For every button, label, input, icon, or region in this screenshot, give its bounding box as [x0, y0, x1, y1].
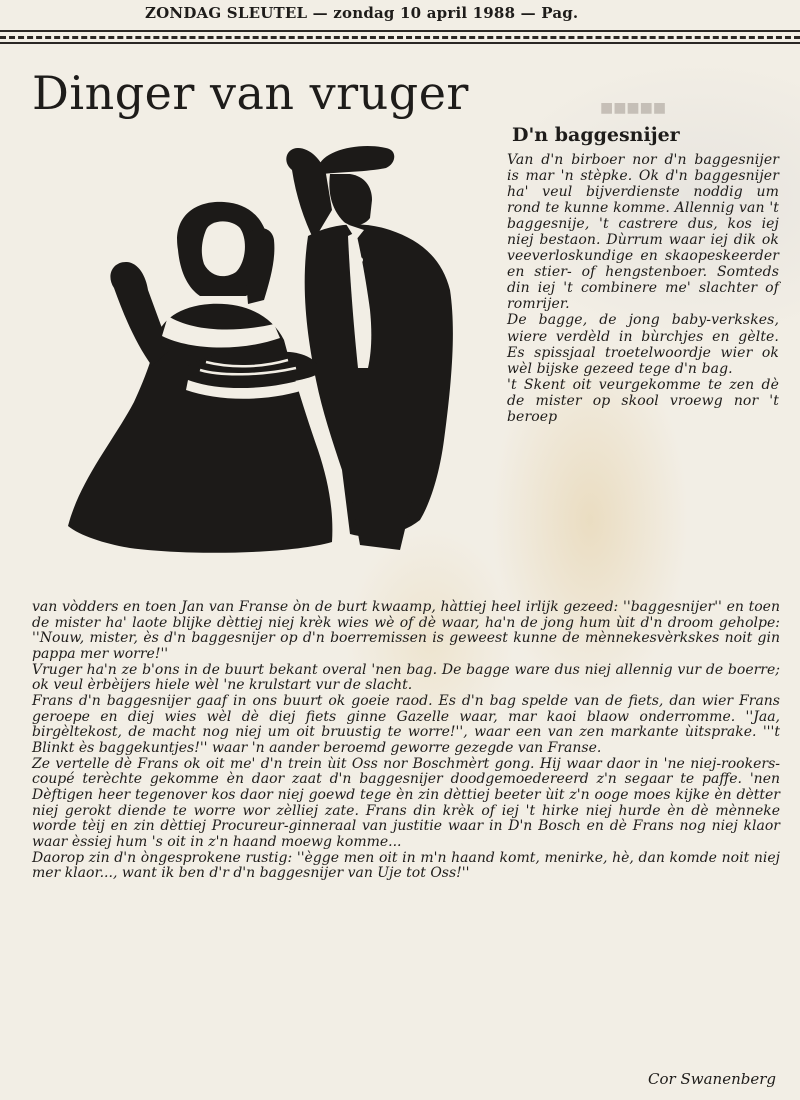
woman-arm-right	[245, 228, 274, 304]
article-body	[32, 600, 780, 882]
header-rule-lower	[0, 42, 800, 44]
body-paragraph: Daorop zin d'n òngesprokene rustig: ''ègge men oit in m'n haand komt, menirke, hè, dan komde noit niej mer klaor..., want ik ben d'r d'n baggesnijer van Uje tot Oss!''	[32, 849, 780, 882]
man-legs	[352, 500, 412, 550]
column-paragraph: Van d'n birboer nor d'n baggesnijer is mar 'n stèpke. Ok d'n baggesnijer ha' veul bijverdienste noddig um rond te kunne komme. Allennig van 't baggesnije, 't castrere dus, kos iej niej bestaon. Dùrrum waar iej dik ok veeverloskundige en skaopeskeerder en stier- of hengstenboer. Somteds din iej 't combinere me' slachter of romrijer.	[507, 152, 779, 313]
woman-face-opening	[202, 221, 245, 276]
header-dashed-rule	[0, 36, 800, 39]
body-paragraph: Vruger ha'n ze b'ons in de buurt bekant overal 'nen bag. De bagge ware dus niej allennig vur de boerre; ok veul èrbèijers hiele wèl 'ne krulstart vur de slacht.	[32, 661, 780, 694]
body-paragraph: Frans d'n baggesnijer gaaf in ons buurt ok goeie raod. Es d'n bag spelde van de fiets, dan wier Frans geroepe en diej wies wèl dè diej fiets ginne Gazelle waar, mar kaoi blaow onderromme. ''Jaa, birgèltekost, de macht nog niej um oit bruustig te worre!'', waar een van zen markante ùitsprake. '''t Blinkt ès baggekuntjes!'' waar 'n aander beroemd geworre gezegde van Franse.	[32, 692, 780, 756]
woman-arms	[110, 262, 170, 366]
column-paragraph: 't Skent oit veurgekomme te zen dè de mister op skool vroewg nor 't beroep	[507, 376, 779, 425]
man-head	[329, 174, 372, 225]
author-signature: Cor Swanenberg	[648, 1070, 776, 1088]
couple-illustration	[60, 140, 480, 560]
body-paragraph: van vòdders en toen Jan van Franse òn de burt kwaamp, hàttiej heel irlijk gezeed: ''baggesnijer'' en toen de mister ha' laote blijke dèttiej niej krèk wies wè of dè waar, ha'n de jong hum ùit d'n droom geholpe: ''Nouw, mister, ès d'n baggesnijer op d'n boerremissen is geweest kunne de mènnekesvèrkskes noit gin pappa mer worre!''	[32, 599, 780, 662]
article-subtitle: D'n baggesnijer	[512, 124, 680, 146]
show-through-text: ■■■■■	[600, 100, 667, 116]
body-paragraph: Ze vertelle dè Frans ok oit me' d'n trein ùit Oss nor Boschmèrt gong. Hij waar daor in 'ne niej-rookers-coupé terèchte gekomme èn daor zaat d'n baggesnijer doodgemoedereerd z'n segaar te paffe. 'nen Dèftigen heer tegenover kos daor niej goewd tege èn zin dèttiej beeter ùit z'n ooge moes kijke èn dètter niej gerokt diende te worre wor zèlliej zate. Frans din krèk of iej 't hirke niej hurde èn dè mènneke worde tèij en zin dèttiej Procureur-ginneraal van justitie waar in D'n Bosch en dè Frans nog niej klaor waar èssiej hum 's oit in z'n haand moewg komme...	[32, 755, 780, 850]
column-paragraph: De bagge, de jong baby-verkskes, wiere verdèld in bùrchjes en gèlte. Es spissjaal troetelwoordje wier ok wèl bijske gezeed tege d'n bag.	[507, 312, 779, 377]
page-header: ZONDAG SLEUTEL — zondag 10 april 1988 — Pag.	[145, 4, 579, 22]
article-title: Dinger van vruger	[32, 66, 469, 120]
man-hat	[318, 146, 394, 174]
header-rule	[0, 30, 800, 32]
article-column-right	[507, 152, 779, 425]
